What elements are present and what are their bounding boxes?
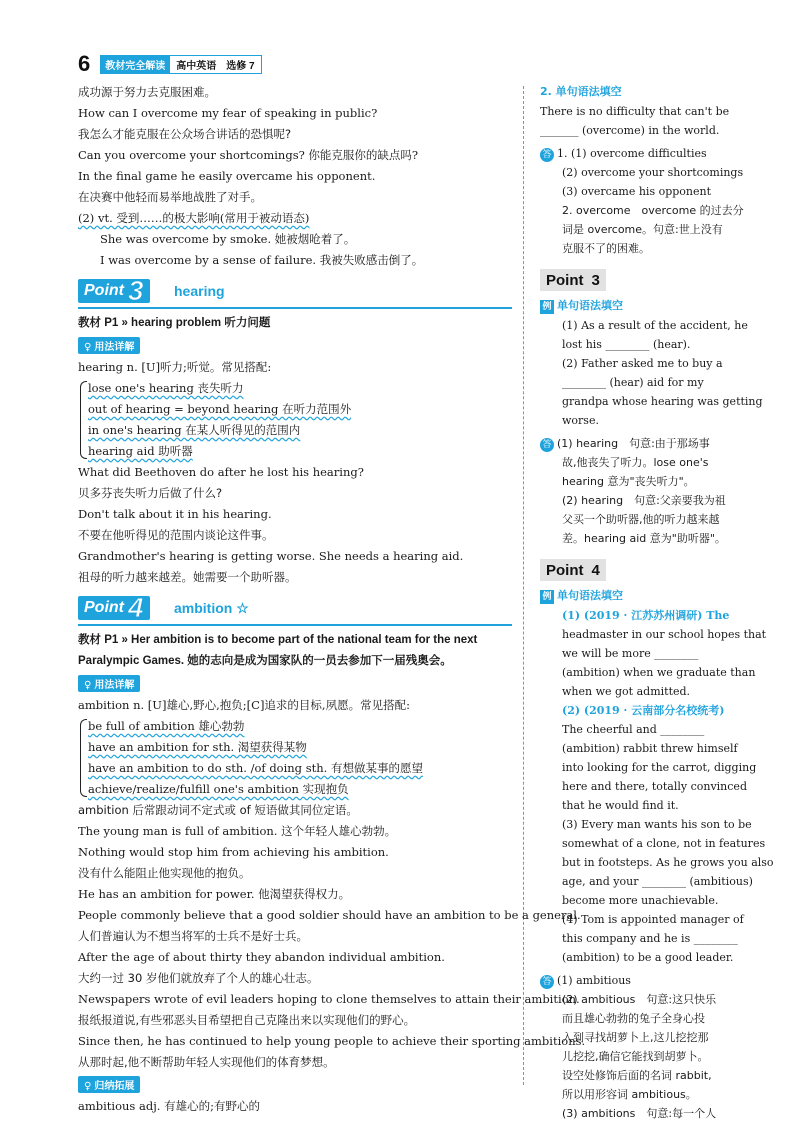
text-line: 从那时起,他不断帮助年轻人实现他们的体育梦想。 <box>78 1055 335 1069</box>
exercise-line: (ambition) to be a good leader. <box>562 951 734 964</box>
point-label: Point <box>546 561 584 579</box>
exercise-line: grandpa whose hearing was getting <box>562 395 763 408</box>
text-line: 报纸报道说,有些邪恶头目希望把自己克隆出来以实现他们的野心。 <box>78 1013 416 1027</box>
answer-text: 1. (1) overcome difficulties <box>557 147 707 160</box>
collocation: have an ambition for sth. 渴望获得某物 <box>88 740 307 754</box>
answer-icon: 答 <box>540 148 554 162</box>
section-title-text: 单句语法填空 <box>557 299 623 312</box>
answer-line <box>540 144 728 163</box>
exercise-line: (2) Father asked me to buy a <box>562 357 723 370</box>
exercise-line: here and there, totally convinced <box>562 780 747 793</box>
book-tag: 教材完全解读 <box>100 55 170 74</box>
extend-tag <box>78 1076 140 1093</box>
text-line: 在决赛中他轻而易举地战胜了对手。 <box>78 190 262 204</box>
answer-line: 儿挖挖,确信它能找到胡萝卜。 <box>562 1050 709 1063</box>
exercise-line: lost his ________ (hear). <box>562 338 691 351</box>
usage-tag <box>78 675 140 692</box>
text-line: Since then, he has continued to help young people to achieve their sporting ambitions. <box>78 1034 586 1048</box>
answer-line: 故,他丧失了听力。lose one's <box>562 456 709 469</box>
collocation-group <box>80 716 512 800</box>
text-line: He has an ambition for power. 他渴望获得权力。 <box>78 887 351 901</box>
answer-icon: 答 <box>540 438 554 452</box>
text-line: She was overcome by smoke. 她被烟呛着了。 <box>100 232 356 246</box>
answer-line: 而且雄心勃勃的兔子全身心投 <box>562 1012 705 1025</box>
answer-line: hearing 意为"丧失听力"。 <box>562 475 695 488</box>
exercise-line: that he would find it. <box>562 799 679 812</box>
example-icon: 例 <box>540 300 554 314</box>
text-line: 我怎么才能克服在公众场合讲话的恐惧呢? <box>78 127 292 141</box>
exercise-line: we will be more ________ <box>562 647 699 660</box>
exercise-line: when we got admitted. <box>562 685 691 698</box>
text-line: I was overcome by a sense of failure. 我被失败感击倒了。 <box>100 253 424 267</box>
exercise-line: headmaster in our school hopes that <box>562 628 767 641</box>
exercise-line: age, and your ________ (ambitious) <box>562 875 753 888</box>
answer-line: (3) ambitions 句意:每一个人 <box>562 1107 717 1120</box>
column-divider <box>523 86 524 1085</box>
collocation: hearing aid 助听器 <box>88 444 193 458</box>
page-number: 6 <box>78 51 91 76</box>
answer-text: (1) ambitious <box>557 974 631 987</box>
text-line: 大约一过 30 岁他们就放弃了个人的雄心壮志。 <box>78 971 319 985</box>
answer-icon: 答 <box>540 975 554 989</box>
answer-text: (1) hearing 句意:由于那场事 <box>557 437 710 450</box>
course-tag: 高中英语 选修 7 <box>170 55 261 74</box>
exercise-line: _______ (overcome) in the world. <box>540 124 720 137</box>
answer-line: (3) overcame his opponent <box>562 185 712 198</box>
example-icon: 例 <box>540 590 554 604</box>
answer-line: (2) hearing 句意:父亲要我为祖 <box>562 494 726 507</box>
collocation: in one's hearing 在某人听得见的范围内 <box>88 423 301 437</box>
exercise-line: (1) As a result of the accident, he <box>562 319 748 332</box>
point4-side-header <box>540 558 728 582</box>
page-header <box>78 52 262 76</box>
exercise-line: The cheerful and ________ <box>562 723 705 736</box>
point-badge <box>78 275 150 306</box>
point4-header <box>78 594 512 626</box>
collocation: be full of ambition 雄心勃勃 <box>88 719 245 733</box>
exercise-line: become more unachievable. <box>562 894 719 907</box>
definition: ambition n. [U]雄心,野心,抱负;[C]追求的目标,夙愿。常见搭配: <box>78 698 410 712</box>
text-line: In the final game he easily overcame his opponent. <box>78 169 376 183</box>
text-line: Nothing would stop him from achieving his ambition. <box>78 845 389 859</box>
answer-line: 克服不了的困难。 <box>562 242 650 255</box>
answer-line <box>540 971 728 990</box>
point-label: Point <box>84 599 124 616</box>
point-rule <box>78 624 512 626</box>
textbook-reference: 教材 P1 » Her ambition is to become part of the national team for the next <box>78 634 478 646</box>
text-line: 祖母的听力越来越差。她需要一个助听器。 <box>78 570 297 584</box>
answer-line: (2) overcome your shortcomings <box>562 166 744 179</box>
collocation: achieve/realize/fulfill one's ambition 实现抱负 <box>88 782 349 796</box>
bulb-icon: ♀ <box>84 342 92 353</box>
exercise-line: (ambition) rabbit threw himself <box>562 742 738 755</box>
text-line: 人们普遍认为不想当将军的士兵不是好士兵。 <box>78 929 308 943</box>
exercise-line: (2) (2019 · 云南部分名校统考) <box>562 704 725 717</box>
usage-tag-label: 用法详解 <box>94 342 135 353</box>
answer-line: 词是 overcome。句意:世上没有 <box>562 223 723 236</box>
collocation-group <box>80 378 512 462</box>
exercise-line: (3) Every man wants his son to be <box>562 818 752 831</box>
point-label: Point <box>546 271 584 289</box>
text-line: What did Beethoven do after he lost his hearing? <box>78 465 364 479</box>
point-number: 4 <box>128 592 144 623</box>
exercise-line: this company and he is ________ <box>562 932 738 945</box>
point-title: hearing <box>174 283 225 299</box>
answer-line: 差。hearing aid 意为"助听器"。 <box>562 532 726 545</box>
textbook-reference: Paralympic Games. 她的志向是成为国家队的一员去参加下一届残奥会。 <box>78 655 452 667</box>
section-title-text: 单句语法填空 <box>557 589 623 602</box>
text-line: Newspapers wrote of evil leaders hoping to clone themselves to attain their ambition. <box>78 992 580 1006</box>
exercise-line: (1) (2019 · 江苏苏州调研) The <box>562 609 730 622</box>
text-line: People commonly believe that a good soldier should have an ambition to be a general. <box>78 908 581 922</box>
point-number: 3 <box>128 275 144 306</box>
textbook-reference: 教材 P1 » hearing problem 听力问题 <box>78 317 271 329</box>
exercise-line: somewhat of a clone, not in features <box>562 837 766 850</box>
exercise-line: (4) Tom is appointed manager of <box>562 913 744 926</box>
answer-line: 设空处修饰后面的名词 rabbit, <box>562 1069 712 1082</box>
usage-tag <box>78 337 140 354</box>
answer-line: 所以用形容词 ambitious。 <box>562 1088 697 1101</box>
point-badge <box>78 592 150 623</box>
collocation: out of hearing = beyond hearing 在听力范围外 <box>88 402 352 416</box>
section-title <box>540 586 728 606</box>
answer-line <box>540 434 728 453</box>
point-number: 4 <box>591 561 600 579</box>
answer-line: 2. overcome overcome 的过去分 <box>562 204 744 217</box>
text-line: How can I overcome my fear of speaking in public? <box>78 106 378 120</box>
section-title <box>540 296 728 316</box>
bulb-icon: ♀ <box>84 1081 92 1092</box>
definition: hearing n. [U]听力;听觉。常见搭配: <box>78 360 272 374</box>
text-line: Don't talk about it in his hearing. <box>78 507 272 521</box>
extend-tag-label: 归纳拓展 <box>94 1081 135 1092</box>
text-line: 贝多芬丧失听力后做了什么? <box>78 486 223 500</box>
bulb-icon: ♀ <box>84 680 92 691</box>
point-number: 3 <box>591 271 600 289</box>
section-title: 2. 单句语法填空 <box>540 85 622 98</box>
text-line: ambitious adj. 有雄心的;有野心的 <box>78 1099 260 1113</box>
text-line: 没有什么能阻止他实现他的抱负。 <box>78 866 251 880</box>
answer-line: (2) ambitious 句意:这只快乐 <box>562 993 717 1006</box>
point-box <box>540 269 606 291</box>
exercise-line: ________ (hear) aid for my <box>562 376 704 389</box>
exercise-line: into looking for the carrot, digging <box>562 761 757 774</box>
point3-header <box>78 277 512 309</box>
point-title: ambition ☆ <box>174 600 249 616</box>
usage-tag-label: 用法详解 <box>94 680 135 691</box>
text-line: Can you overcome your shortcomings? 你能克服你的缺点吗? <box>78 148 419 162</box>
right-column <box>540 82 774 1123</box>
text-line: Grandmother's hearing is getting worse. She needs a hearing aid. <box>78 549 464 563</box>
exercise-line: There is no difficulty that can't be <box>540 105 730 118</box>
exercise-line: (ambition) when we graduate than <box>562 666 756 679</box>
point-label: Point <box>84 282 124 299</box>
collocation: have an ambition to do sth. /of doing sth. 有想做某事的愿望 <box>88 761 423 775</box>
text-line: 成功源于努力去克服困难。 <box>78 85 216 99</box>
sense-heading: (2) vt. 受到……的极大影响(常用于被动语态) <box>78 211 310 225</box>
point-box <box>540 559 606 581</box>
point3-side-header <box>540 268 728 292</box>
text-line: 不要在他听得见的范围内谈论这件事。 <box>78 528 274 542</box>
point-rule <box>78 307 512 309</box>
exercise-line: but in footsteps. As he grows you also <box>562 856 774 869</box>
text-line: ambition 后常跟动词不定式或 of 短语做其同位定语。 <box>78 803 358 817</box>
answer-line: 父买一个助听器,他的听力越来越 <box>562 513 720 526</box>
text-line: The young man is full of ambition. 这个年轻人雄心勃勃。 <box>78 824 397 838</box>
text-line: After the age of about thirty they abandon individual ambition. <box>78 950 445 964</box>
exercise-line: worse. <box>562 414 599 427</box>
collocation: lose one's hearing 丧失听力 <box>88 381 244 395</box>
answer-line: 入到寻找胡萝卜上,这儿挖挖那 <box>562 1031 709 1044</box>
